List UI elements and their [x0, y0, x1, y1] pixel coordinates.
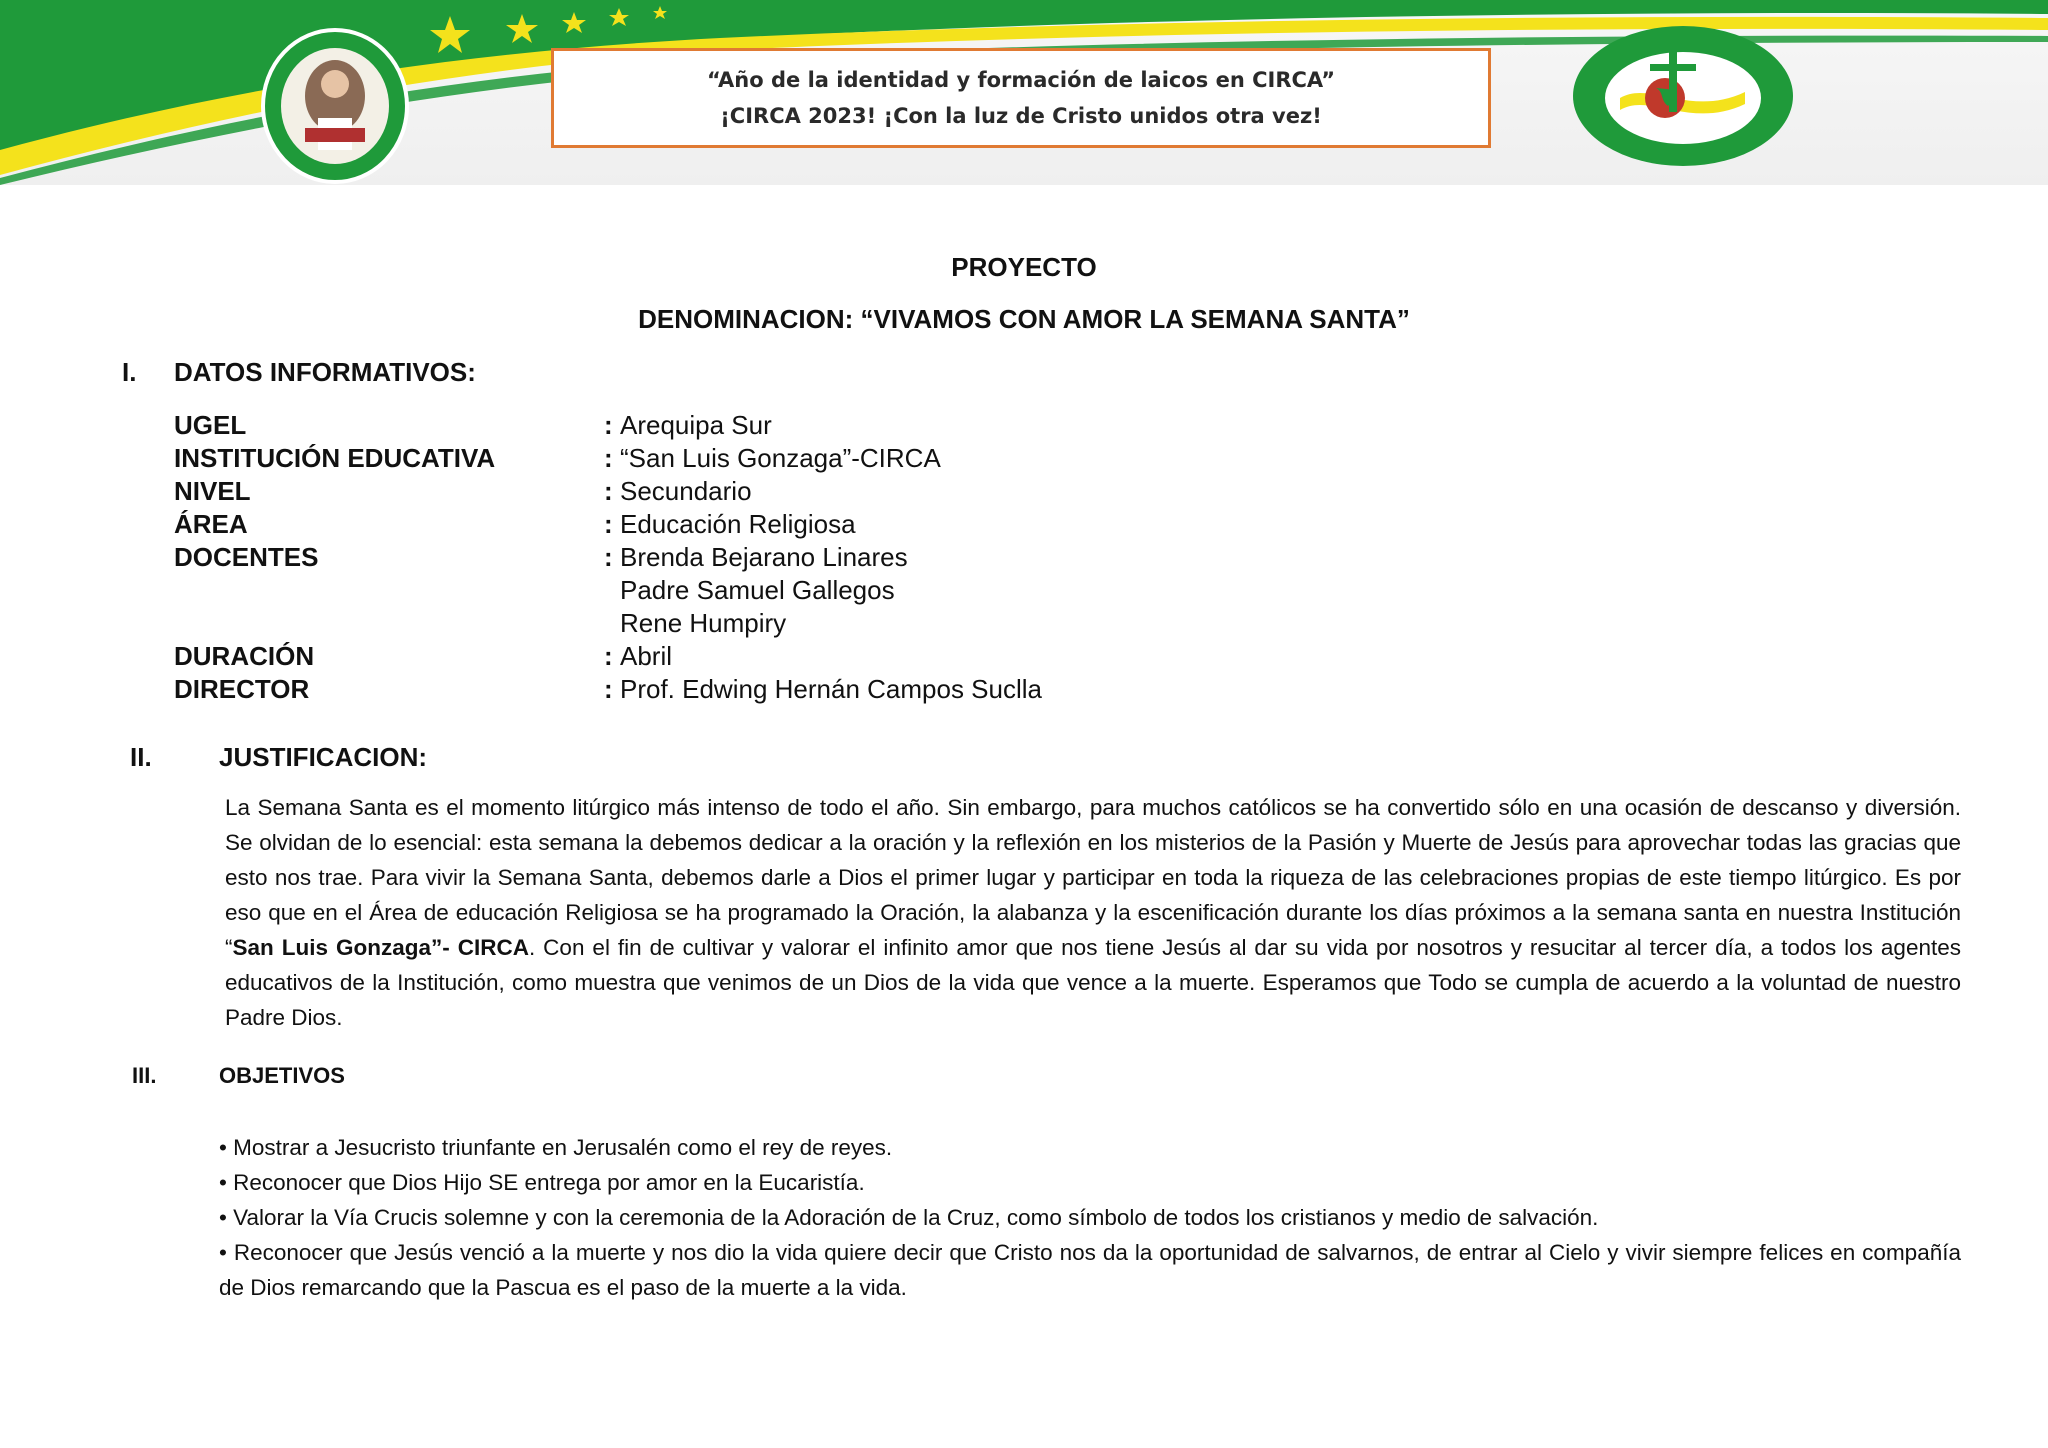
info-colon: :: [604, 410, 613, 440]
info-label-ugel: UGEL: [174, 410, 247, 440]
info-colon: :: [604, 476, 613, 506]
info-value-area: Educación Religiosa: [620, 509, 856, 539]
header-banner: [0, 0, 2048, 190]
section2-number: II.: [130, 742, 152, 772]
section3-title: OBJETIVOS: [219, 1063, 345, 1088]
info-value-director: Prof. Edwing Hernán Campos Suclla: [620, 674, 1042, 704]
info-label-institucion: INSTITUCIÓN EDUCATIVA: [174, 443, 496, 473]
section2-title: JUSTIFICACION:: [219, 742, 427, 772]
objectives-list: [219, 1130, 1961, 1305]
info-value-nivel: Secundario: [620, 476, 752, 506]
info-value-ugel: Arequipa Sur: [620, 410, 772, 440]
circa-logo: [1573, 26, 1793, 166]
school-logo: [263, 30, 407, 182]
justification-text-1: La Semana Santa es el momento litúrgico más intenso de todo el año. Sin embargo, para muchos católicos se ha convertido sólo en una ocasión de descanso y diversión. Se olvidan de lo esencial: esta semana la debemos dedicar a la oración y la reflexión en los misterios de la Pasión y Muerte de Jesús para aprovechar todas las gracias que esto nos trae. Para vivir la Semana Santa, debemos darle a Dios el primer lugar y participar en toda la riqueza de las celebraciones propias de este tiempo litúrgico. Es por eso que en el Área de educación Religiosa se ha programado la Oración, la alabanza y la escenificación durante los días próximos a la semana santa en nuestra Institución “: [225, 795, 1961, 960]
justification-text-2: . Con el fin de cultivar y valorar el infinito amor que nos tiene Jesús al dar su vida por nosotros y resucitar al tercer día, a todos los agentes educativos de la Institución, como muestra que venimos de un Dios de la vida que vence a la muerte. Esperamos que Todo se cumpla de acuerdo a la voluntad de nuestro Padre Dios.: [225, 935, 1961, 1030]
info-label-duracion: DURACIÓN: [174, 641, 315, 671]
info-value-duracion: Abril: [620, 641, 673, 671]
info-value-docente-2: Padre Samuel Gallegos: [620, 575, 895, 605]
info-colon: :: [604, 542, 613, 572]
section1-title: DATOS INFORMATIVOS:: [174, 357, 476, 387]
objective-item-4: • Reconocer que Jesús venció a la muerte y nos dio la vida quiere decir que Cristo nos da la oportunidad de salvarnos, de entrar al Cielo y vivir siempre felices en compañía de Dios remarcando que la Pascua es el paso de la muerte a la vida.: [219, 1240, 1961, 1300]
info-value-institucion: “San Luis Gonzaga”-CIRCA: [620, 443, 941, 473]
objective-item-2: • Reconocer que Dios Hijo SE entrega por amor en la Eucaristía.: [219, 1170, 865, 1195]
info-colon: :: [604, 443, 613, 473]
document-denomination: DENOMINACION: “VIVAMOS CON AMOR LA SEMANA SANTA”: [638, 304, 1410, 334]
motto-line-2: ¡CIRCA 2023! ¡Con la luz de Cristo unidos otra vez!: [720, 104, 1322, 128]
info-colon: :: [604, 674, 613, 704]
info-colon: :: [604, 641, 613, 671]
info-label-area: ÁREA: [174, 509, 248, 539]
document-heading: PROYECTO: [951, 252, 1097, 282]
justification-institution-bold: San Luis Gonzaga”- CIRCA: [232, 935, 529, 960]
info-colon: :: [604, 509, 613, 539]
info-label-director: DIRECTOR: [174, 674, 310, 704]
section1-number: I.: [122, 357, 137, 387]
motto-line-1: “Año de la identidad y formación de laicos en CIRCA”: [706, 68, 1336, 92]
motto-box: [551, 48, 1491, 148]
info-label-docentes: DOCENTES: [174, 542, 319, 572]
section3-number: III.: [132, 1063, 157, 1088]
info-value-docente-3: Rene Humpiry: [620, 608, 787, 638]
info-value-docente-1: Brenda Bejarano Linares: [620, 542, 908, 572]
info-label-nivel: NIVEL: [174, 476, 251, 506]
justification-paragraph: [225, 790, 1961, 1035]
objective-item-3: • Valorar la Vía Crucis solemne y con la ceremonia de la Adoración de la Cruz, como símbolo de todos los cristianos y medio de salvación.: [219, 1205, 1599, 1230]
objective-item-1: • Mostrar a Jesucristo triunfante en Jerusalén como el rey de reyes.: [219, 1135, 893, 1160]
